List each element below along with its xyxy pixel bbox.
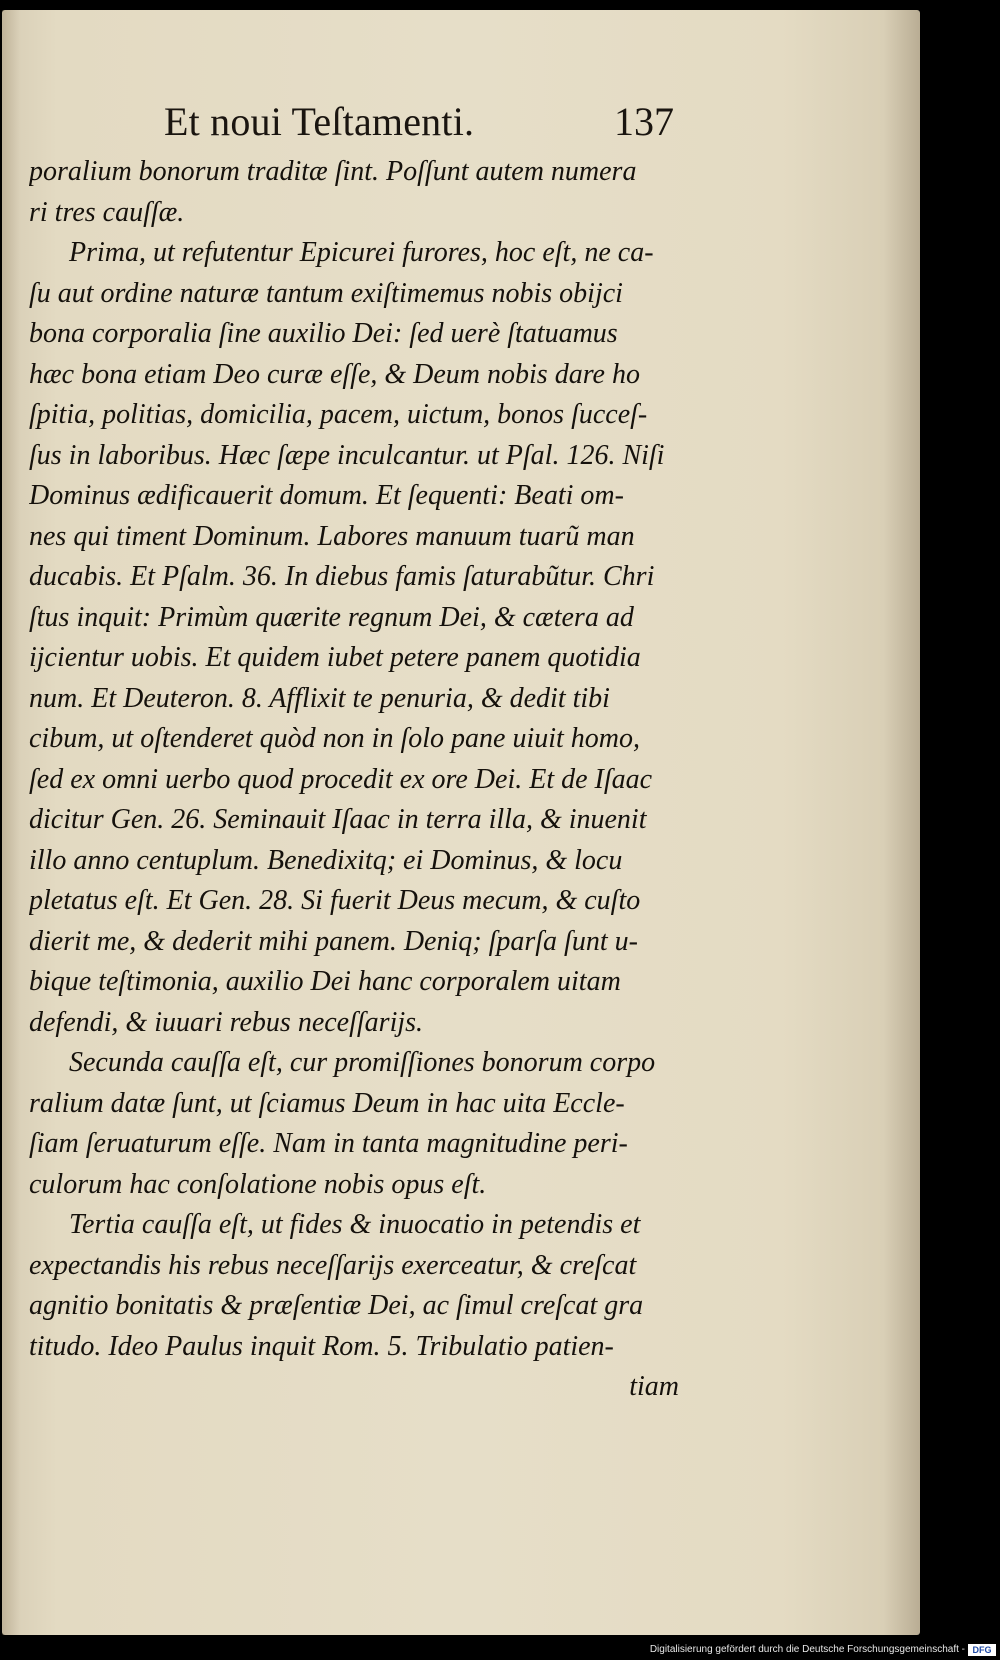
text-line: dierit me, & dederit mihi panem. Deniq; ſparſa ſunt u- (29, 925, 638, 957)
text-line: hæc bona etiam Deo curæ eſſe, & Deum nobis dare ho (29, 358, 640, 390)
text-line: pletatus eſt. Et Gen. 28. Si fuerit Deus mecum, & cuſto (29, 885, 641, 916)
text-line: expectandis his rebus neceſſarijs exerceatur, & creſcat (29, 1249, 637, 1281)
text-line: ralium datæ ſunt, ut ſciamus Deum in hac uita Eccle- (29, 1087, 625, 1119)
dfg-logo: DFG (968, 1644, 996, 1656)
text-line: defendi, & iuuari rebus neceſſarijs. (29, 1006, 424, 1038)
text-line: ſus in laboribus. Hæc ſæpe inculcantur. ut Pſal. 126. Niſi (29, 439, 665, 471)
text-line: ſed ex omni uerbo quod procedit ex ore Dei. Et de Iſaac (29, 763, 653, 795)
text-line: ſtus inquit: Primùm quærite regnum Dei, & cætera ad (29, 601, 634, 633)
text-line: culorum hac conſolatione nobis opus eſt. (29, 1168, 487, 1200)
text-line: nes qui timent Dominum. Labores manuum tuarũ man (29, 520, 635, 552)
text-line: poralium bonorum traditæ ſint. Poſſunt autem numera (29, 156, 637, 187)
page-body (29, 152, 679, 1408)
page-header (164, 98, 674, 154)
text-line: ducabis. Et Pſalm. 36. In diebus famis ſaturabũtur. Chri (29, 561, 655, 592)
text-line: bique teſtimonia, auxilio Dei hanc corporalem uitam (29, 966, 621, 997)
text-line: titudo. Ideo Paulus inquit Rom. 5. Tribulatio patien- (29, 1330, 614, 1362)
page-number: 137 (614, 99, 674, 144)
funding-credit: Digitalisierung gefördert durch die Deutsche Forschungsgemeinschaft - (649, 1644, 965, 1655)
text-line: ijcientur uobis. Et quidem iubet petere panem quotidia (29, 642, 641, 673)
paragraph-start-line: Secunda cauſſa eſt, cur promiſſiones bonorum corpo (69, 1047, 656, 1078)
page-gutter-shadow (2, 10, 20, 1635)
text-line: num. Et Deuteron. 8. Afflixit te penuria, & dedit tibi (29, 682, 610, 714)
paragraph-start-line: Tertia cauſſa eſt, ut fides & inuocatio in petendis et (69, 1209, 641, 1240)
paragraph-start-line: Prima, ut refutentur Epicurei furores, hoc eſt, ne ca- (69, 237, 654, 268)
footer-bar (0, 1635, 1000, 1660)
text-line: bona corporalia ſine auxilio Dei: ſed uerè ſtatuamus (29, 318, 618, 349)
text-line: illo anno centuplum. Benedixitq; ei Dominus, & locu (29, 844, 623, 876)
text-line: Dominus ædificauerit domum. Et ſequenti: Beati om- (29, 480, 624, 511)
running-head: Et noui Teſtamenti. (164, 99, 475, 144)
text-line: ſu aut ordine naturæ tantum exiſtimemus nobis obijci (29, 277, 623, 309)
catchword: tiam (629, 1371, 679, 1402)
text-line: ri tres cauſſæ. (29, 196, 185, 228)
text-line: cibum, ut oſtenderet quòd non in ſolo pane uiuit homo, (29, 723, 641, 754)
text-line: dicitur Gen. 26. Seminauit Iſaac in terra illa, & inuenit (29, 804, 647, 835)
text-line: agnitio bonitatis & præſentiæ Dei, ac ſimul creſcat gra (29, 1290, 644, 1321)
book-page (2, 10, 920, 1635)
text-line: ſiam ſeruaturum eſſe. Nam in tanta magnitudine peri- (29, 1128, 628, 1159)
text-line: ſpitia, politias, domicilia, pacem, uictum, bonos ſucceſ- (29, 399, 648, 430)
